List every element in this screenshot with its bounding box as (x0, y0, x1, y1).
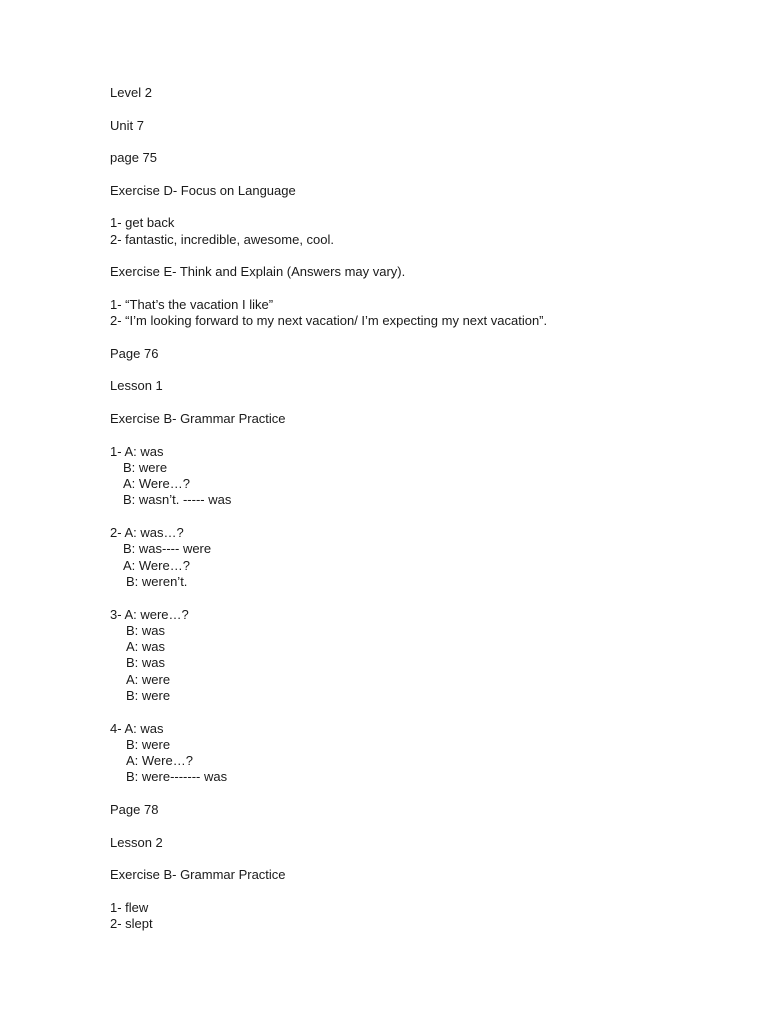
answer-line: 1- “That’s the vacation I like” (110, 296, 274, 312)
answer-line: 2- A: was…? (110, 525, 184, 541)
answer-line: 1- get back (110, 215, 175, 231)
lesson-heading: Lesson 2 (110, 834, 163, 850)
answer-line: 3- A: were…? (110, 606, 189, 622)
answer-line: B: was---- were (123, 541, 212, 557)
answer-line: 2- “I’m looking forward to my next vacation/ I’m expecting my next vacation”. (110, 313, 548, 329)
exercise-title: Exercise B- Grammar Practice (110, 410, 286, 426)
page-reference: page 75 (110, 150, 157, 166)
level-heading: Level 2 (110, 85, 152, 100)
answer-line: A: Were…? (126, 753, 193, 769)
answer-line: B: were (126, 687, 171, 703)
page-reference: Page 76 (110, 345, 159, 361)
answer-line: B: were------- was (126, 769, 228, 785)
answer-line: 2- slept (110, 916, 153, 932)
answer-line: 1- A: was (110, 443, 164, 459)
answer-line: B: were (123, 459, 168, 475)
answer-line: B: was (126, 655, 166, 671)
answer-line: B: were (126, 736, 171, 752)
answer-line: A: Were…? (123, 557, 190, 573)
lesson-heading: Lesson 1 (110, 378, 163, 394)
answer-line: B: wasn’t. ----- was (123, 492, 232, 508)
answer-line: B: was (126, 622, 166, 638)
answer-line: 4- A: was (110, 720, 164, 736)
page-reference: Page 78 (110, 802, 159, 818)
exercise-title: Exercise D- Focus on Language (110, 182, 296, 198)
unit-heading: Unit 7 (110, 117, 144, 133)
answer-line: 2- fantastic, incredible, awesome, cool. (110, 231, 334, 247)
answer-line: 1- flew (110, 899, 149, 915)
answer-line: A: were (126, 671, 171, 687)
answer-line: A: Were…? (123, 476, 190, 492)
answer-key-text (110, 85, 730, 932)
exercise-title: Exercise E- Think and Explain (Answers may vary). (110, 264, 406, 280)
exercise-title: Exercise B- Grammar Practice (110, 867, 286, 883)
answer-line: B: weren’t. (126, 573, 188, 589)
answer-line: A: was (126, 639, 166, 655)
